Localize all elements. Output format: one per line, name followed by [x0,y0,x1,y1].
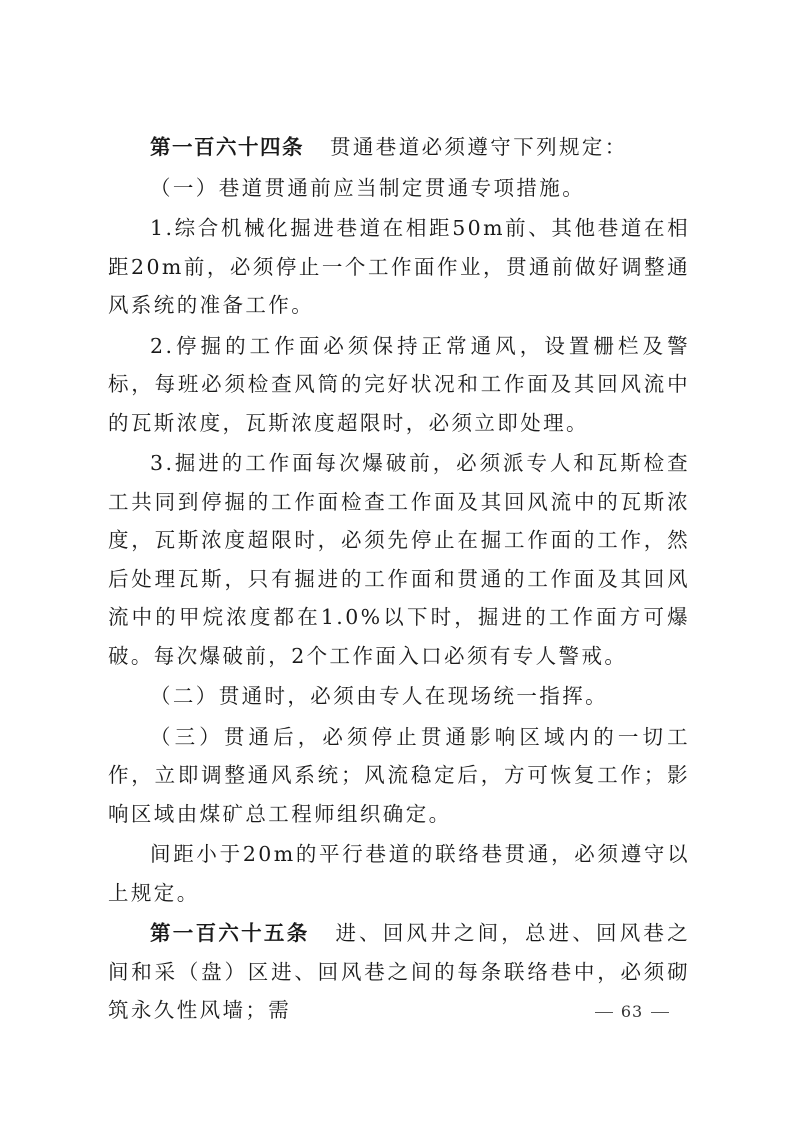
article-164-text: 贯通巷道必须遵守下列规定： [330,135,628,159]
article-164 [108,128,690,167]
page-number-dash-left [595,1012,613,1013]
page-number [586,1002,678,1021]
paragraph-4: 3.掘进的工作面每次爆破前，必须派专人和瓦斯检查工共同到停掘的工作面检查工作面及其回风流中的瓦斯浓度，瓦斯浓度超限时，必须先停止在掘工作面的工作，然后处理瓦斯，只有掘进的工作面和贯通的工作面及其回风流中的甲烷浓度都在1.0%以下时，掘进的工作面方可爆破。每次爆破前，2个工作面入口必须有专人警戒。 [108,451,690,668]
paragraph-2: 1.综合机械化掘进巷道在相距50m前、其他巷道在相距20m前，必须停止一个工作面作业，贯通前做好调整通风系统的准备工作。 [108,216,690,317]
document-page [108,128,690,1032]
paragraph-3: 2.停掘的工作面必须保持正常通风，设置栅栏及警标，每班必须检查风筒的完好状况和工作面及其回风流中的瓦斯浓度，瓦斯浓度超限时，必须立即处理。 [108,333,690,435]
paragraph-6: （三）贯通后，必须停止贯通影响区域内的一切工作，立即调整通风系统；风流稳定后，方可恢复工作；影响区域由煤矿总工程师组织确定。 [108,724,690,826]
page-number-value: 63 [620,1002,644,1021]
paragraph-5: （二）贯通时，必须由专人在现场统一指挥。 [150,684,608,708]
article-164-number: 第一百六十四条 [150,135,304,159]
page-number-dash-right [651,1012,669,1013]
paragraph-1: （一）巷道贯通前应当制定贯通专项措施。 [150,175,586,200]
article-165-text: 进、回风井之间，总进、回风巷之间和采（盘）区进、回风巷之间的每条联络巷中，必须砌筑永久性风墙；需 [108,921,690,1022]
paragraph-7: 间距小于20m的平行巷道的联络巷贯通，必须遵守以上规定。 [108,842,690,905]
article-165-number: 第一百六十五条 [150,921,310,945]
